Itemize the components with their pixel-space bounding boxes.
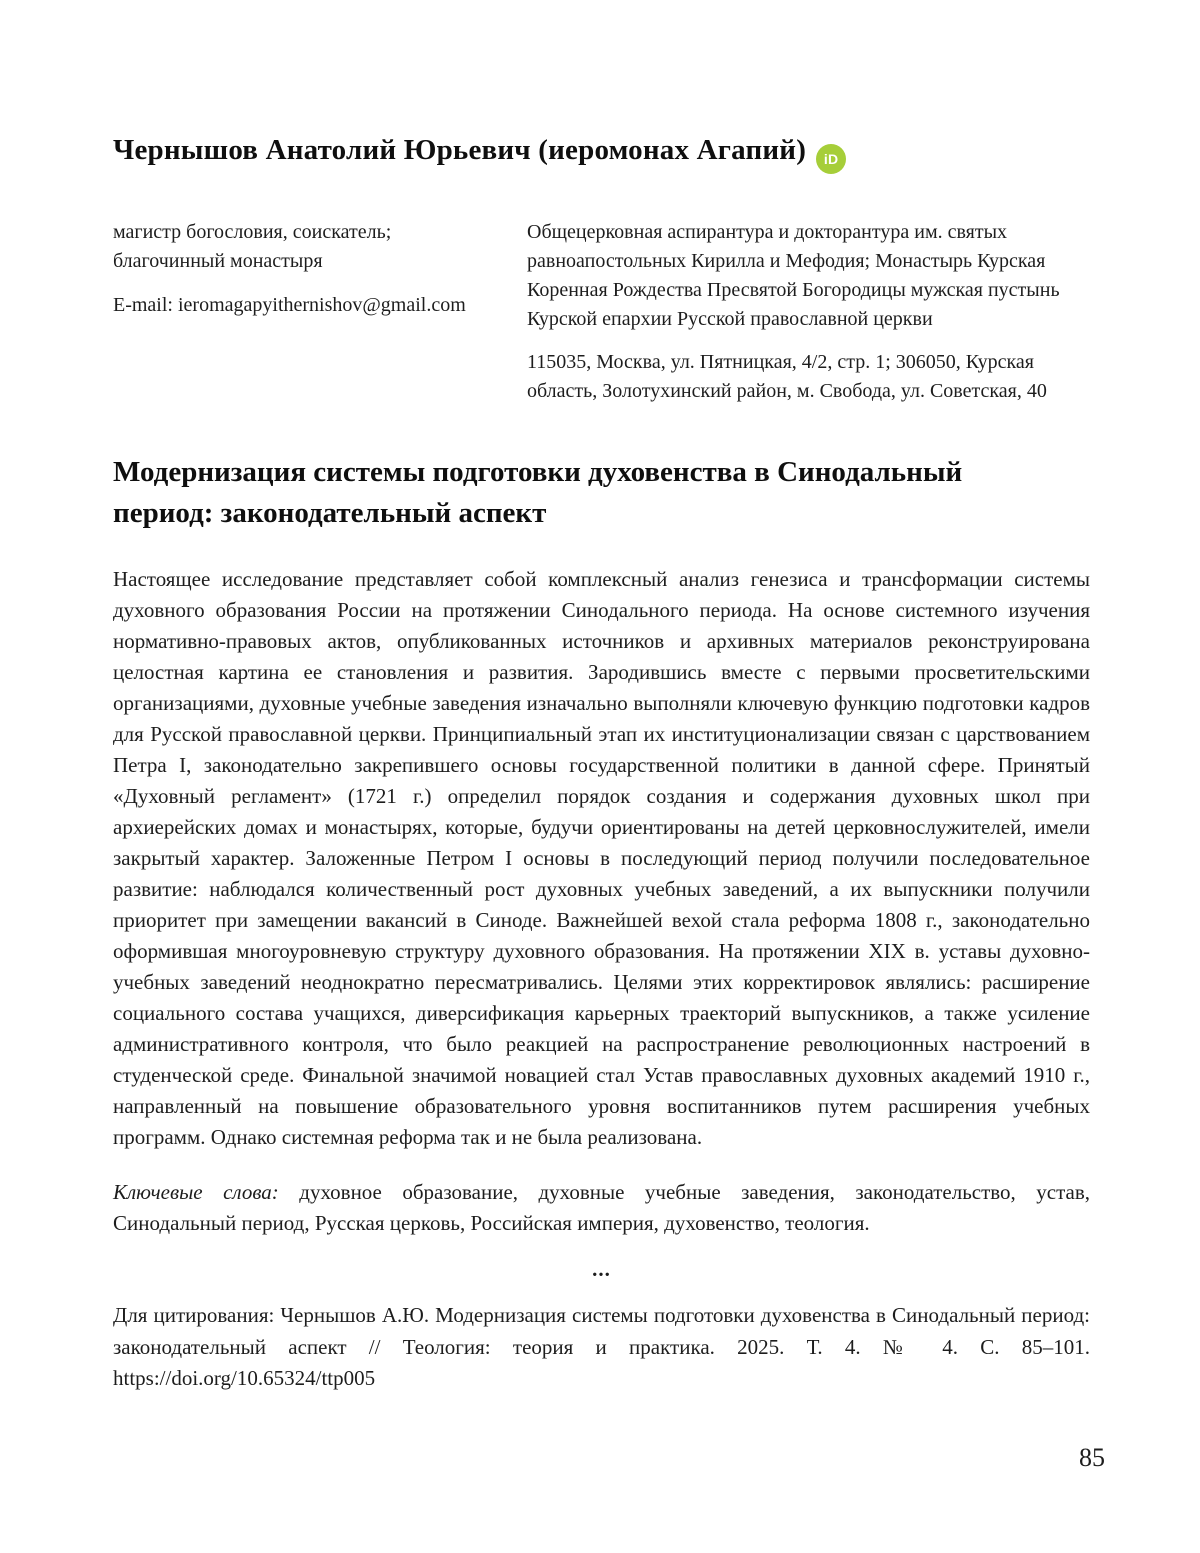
author-info-left-column <box>113 218 527 406</box>
abstract-text: Настоящее исследование представляет собой комплексный анализ генезиса и трансформации системы духовного образования России на протяжении Синодального периода. На основе системного изучения нормативно-правовых актов, опубликованных источников и архивных материалов реконструирована целостная картина ее становления и развития. Зародившись вместе с первыми просветительскими организациями, духовные учебные заведения изначально выполняли ключевую функцию подготовки кадров для Русской православной церкви. Принципиальный этап их институционализации связан с царствованием Петра I, законодательно закрепившего основы государственной политики в данной сфере. Принятый «Духовный регламент» (1721 г.) определил порядок создания и содержания духовных школ при архиерейских домах и монастырях, которые, будучи ориентированы на детей церковнослужителей, имели закрытый характер. Заложенные Петром I основы в последующий период получили последовательное развитие: наблюдался количественный рост духовных учебных заведений, а их выпускники получили приоритет при замещении вакансий в Синоде. Важнейшей вехой стала реформа 1808 г., законодательно оформившая многоуровневую структуру духовного образования. На протяжении XIX в. уставы духовно-учебных заведений неоднократно пересматривались. Целями этих корректировок являлись: расширение социального состава учащихся, диверсификация карьерных траекторий выпускников, а также усиление административного контроля, что было реакцией на распространение революционных настроений в студенческой среде. Финальной значимой новацией стал Устав православных духовных академий 1910 г., направленный на повышение образовательного уровня воспитанников путем расширения учебных программ. Однако системная реформа так и не была реализована. <box>113 567 1090 1149</box>
orcid-icon-label: iD <box>823 151 839 167</box>
citation-label: Для цитирования: <box>113 1303 275 1327</box>
author-affiliation: Общецерковная аспирантура и докторантура им. святых равноапостольных Кирилла и Мефодия; Монастырь Курская Коренная Рождества Пресвятой Богородицы мужская пустынь Курской епархии Русской православной церкви <box>527 221 1060 330</box>
keywords-text: духовное образование, духовные учебные заведения, законодательство, устав, Синодальный период, Русская церковь, Российская империя, духовенство, теология. <box>113 1180 1091 1235</box>
author-email: E-mail: ieromagapyithernishov@gmail.com <box>113 294 466 316</box>
page-number: 85 <box>1079 1443 1105 1472</box>
citation-text: Чернышов А.Ю. Модернизация системы подготовки духовенства в Синодальный период: законодательный аспект // Теология: теория и практика. 2025. Т. 4. № 4. С. 85–101. https://doi.org/10.65324/ttp005 <box>113 1303 1090 1390</box>
citation-block <box>113 1300 1090 1395</box>
author-name: Чернышов Анатолий Юрьевич (иеромонах Агапий) <box>113 134 807 166</box>
author-info-block <box>113 218 1090 406</box>
author-position: магистр богословия, соискатель; благочинный монастыря <box>113 221 392 272</box>
author-heading <box>113 133 1090 174</box>
article-title: Модернизация системы подготовки духовенства в Синодальный период: законодательный аспект <box>113 456 963 529</box>
orcid-icon[interactable] <box>816 144 846 174</box>
section-separator: ... <box>592 1257 611 1281</box>
author-info-right-column <box>527 218 1090 406</box>
keywords-block <box>113 1177 1090 1239</box>
author-address: 115035, Москва, ул. Пятницкая, 4/2, стр. 1; 306050, Курская область, Золотухинский район, м. Свобода, ул. Советская, 40 <box>527 351 1047 402</box>
keywords-label: Ключевые слова: <box>113 1180 279 1204</box>
